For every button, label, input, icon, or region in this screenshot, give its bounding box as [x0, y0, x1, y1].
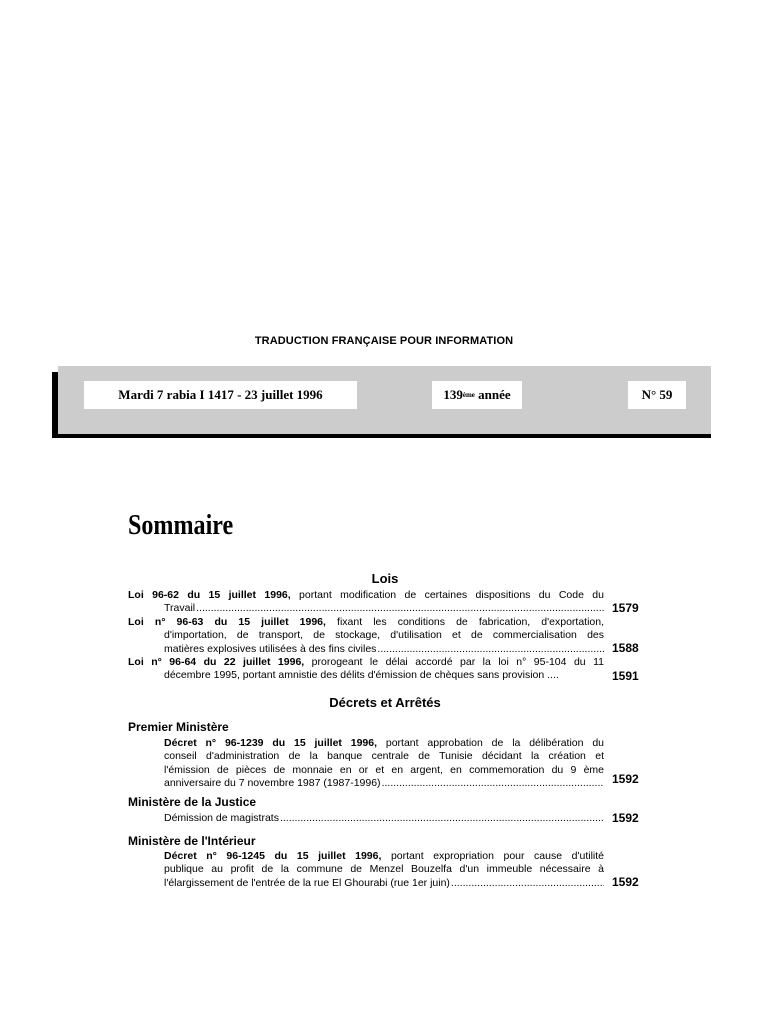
entry-text: l'élargissement de l'entrée de la rue El Ghourabi (rue 1er juin)	[164, 876, 450, 889]
entry-text: conseil d'administration de la banque centrale de Tunisie décidant la création et	[164, 750, 604, 763]
entry-text: publique au profit de la commune de Menzel Bouzelfa d'un immeuble nécessaire à	[164, 863, 604, 876]
entry-text: portant modification de certaines dispositions du Code du	[290, 589, 604, 601]
entry-ref: Décret n° 96-1239 du 15 juillet 1996,	[164, 737, 378, 749]
section-heading-lois: Lois	[371, 571, 399, 586]
dot-leader	[196, 602, 604, 615]
issue-box	[628, 381, 686, 409]
section-heading-decrets: Décrets et Arrêtés	[329, 695, 441, 710]
entry-text: portant expropriation pour cause d'utilité	[381, 850, 604, 862]
toc-entry[interactable]	[128, 656, 604, 683]
entry-text: prorogeant le délai accordé par la loi n° 95-104 du 11	[304, 656, 604, 668]
ministry-heading: Ministère de l'Intérieur	[128, 834, 256, 848]
issue-number: N° 59	[641, 387, 673, 402]
entry-text: d'importation, de transport, de stockage, d'utilisation et de commercialisation des	[164, 629, 604, 642]
page-number: 1592	[612, 811, 639, 825]
toc-entry[interactable]	[164, 812, 604, 825]
issue-date: Mardi 7 rabia I 1417 - 23 juillet 1996	[118, 387, 323, 402]
ministry-heading: Ministère de la Justice	[128, 795, 257, 809]
page-number: 1592	[612, 772, 639, 786]
dot-leader	[280, 812, 604, 825]
entry-text: l'émission de pièces de monnaie en or et en argent, en commemoration du 9 ème	[164, 763, 604, 776]
entry-ref: Décret n° 96-1245 du 15 juillet 1996,	[164, 850, 382, 862]
year-number: 139	[443, 387, 463, 402]
dot-leader	[451, 877, 604, 890]
toc-entry[interactable]	[164, 737, 604, 791]
entry-text: Démission de magistrats	[164, 812, 279, 824]
entry-text: fixant les conditions de fabrication, d'exportation,	[325, 616, 604, 628]
page-number: 1592	[612, 875, 639, 889]
dot-leader	[382, 777, 604, 790]
page-title: Sommaire	[128, 510, 234, 541]
toc-entry[interactable]	[164, 850, 604, 890]
year-word: année	[478, 387, 511, 402]
entry-text: portant approbation de la délibération du	[377, 737, 604, 749]
banner-title: TRADUCTION FRANÇAISE POUR INFORMATION	[254, 335, 514, 347]
page-number: 1579	[612, 601, 639, 615]
entry-ref: Loi n° 96-64 du 22 juillet 1996,	[128, 656, 305, 668]
entry-text: matières explosives utilisées à des fins civiles	[164, 642, 377, 655]
page-number: 1588	[612, 641, 639, 655]
entry-text: Travail	[164, 602, 196, 615]
ministry-heading: Premier Ministère	[128, 720, 229, 734]
toc-entry[interactable]	[128, 589, 604, 616]
entry-ref: Loi 96-62 du 15 juillet 1996,	[128, 589, 291, 601]
entry-text: anniversaire du 7 novembre 1987 (1987-1996)	[164, 777, 381, 790]
page-number: 1591	[612, 669, 639, 683]
toc-entry[interactable]	[128, 616, 604, 656]
entry-ref: Loi n° 96-63 du 15 juillet 1996,	[128, 616, 326, 628]
year-box: 139 ème année	[432, 381, 522, 409]
date-box	[84, 381, 357, 409]
entry-text: décembre 1995, portant amnistie des délits d'émission de chèques sans provision ....	[164, 669, 559, 682]
dot-leader	[377, 643, 604, 656]
